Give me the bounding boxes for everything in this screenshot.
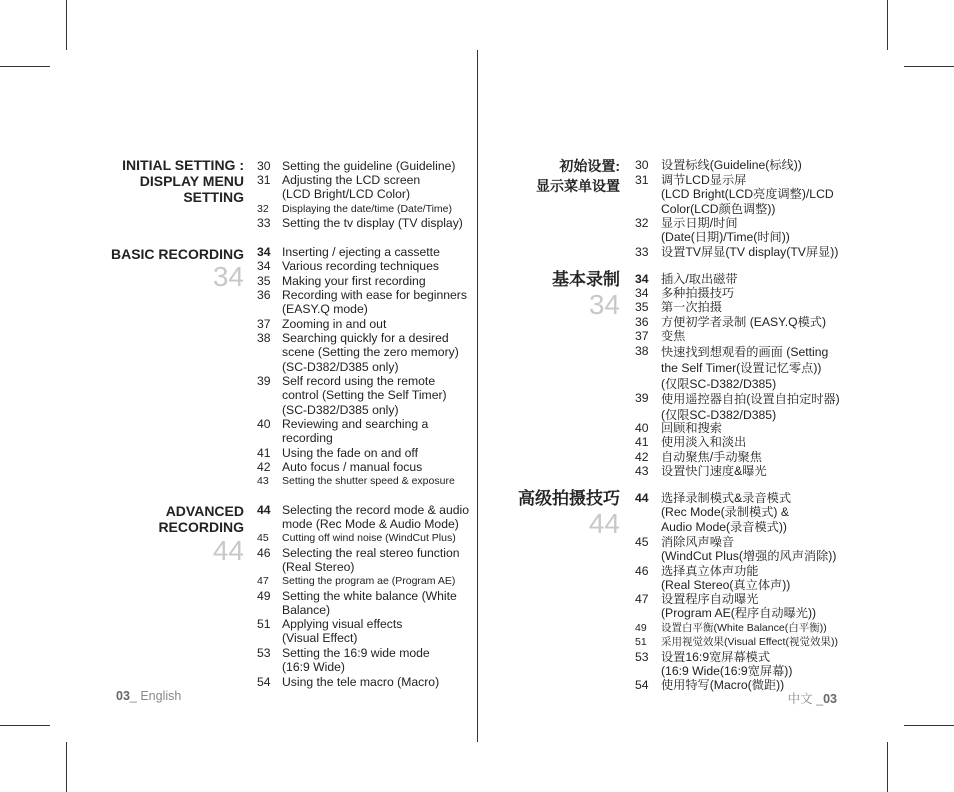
section-title-advanced-recording-cn — [420, 489, 620, 509]
toc-entry-text — [661, 216, 790, 245]
section-title-line: ADVANCED — [165, 503, 244, 519]
toc-entry-text — [661, 272, 738, 286]
toc-entry-text — [282, 374, 447, 417]
section-page-number: 44 — [212, 535, 244, 566]
toc-entry-line: 回顾和搜索 — [661, 421, 722, 435]
toc-entry-line: 自动聚焦/手动聚焦 — [661, 450, 762, 464]
toc-entry-line: 选择录制模式&录音模式 — [661, 491, 792, 505]
toc-entry-text — [282, 259, 439, 273]
toc-entry-page: 49 — [257, 589, 271, 603]
toc-entry-line: Self record using the remote — [282, 374, 436, 388]
toc-entry-page: 47 — [635, 592, 649, 606]
toc-entry-line: control (Setting the Self Timer) — [282, 388, 447, 403]
toc-entry-text — [282, 474, 455, 488]
toc-entry-line: 第一次拍摄 — [661, 300, 722, 314]
section-title-line: INITIAL SETTING : — [122, 157, 244, 173]
toc-entry-page: 37 — [257, 317, 271, 331]
toc-entry-text — [661, 621, 827, 635]
toc-entry-page: 31 — [257, 173, 271, 187]
section-title-line: DISPLAY MENU — [139, 173, 244, 189]
toc-entry-line: 设置白平衡(White Balance(白平衡)) — [661, 622, 827, 634]
toc-entry-text — [282, 546, 460, 575]
toc-entry-line: Making your first recording — [282, 274, 426, 288]
toc-entry-page: 40 — [257, 417, 271, 431]
toc-entry-text — [282, 245, 440, 259]
toc-entry-line: (LCD Bright/LCD Color) — [282, 187, 410, 202]
toc-entry-page: 43 — [635, 464, 649, 478]
crop-mark — [66, 0, 67, 50]
toc-entry-line: 方便初学者录制 (EASY.Q模式) — [661, 315, 826, 329]
toc-entry-page: 33 — [635, 245, 649, 259]
toc-entry-line: Displaying the date/time (Date/Time) — [282, 203, 453, 215]
toc-entry-line: Adjusting the LCD screen — [282, 173, 421, 187]
section-page-number: 34 — [588, 289, 620, 320]
toc-entry-line: (仅限SC-D382/D385) — [661, 377, 777, 391]
toc-entry-line: 采用视觉效果(Visual Effect(视觉效果)) — [661, 636, 838, 648]
toc-entry-line: Setting the guideline (Guideline) — [282, 159, 456, 173]
section-title-line: 初始设置: — [559, 158, 620, 174]
left-footer — [116, 689, 181, 703]
toc-entry-page: 42 — [257, 460, 271, 474]
toc-entry-text — [661, 592, 816, 621]
toc-entry-page: 37 — [635, 329, 649, 343]
toc-entry-page: 35 — [257, 274, 271, 288]
toc-entry-line: Applying visual effects — [282, 617, 403, 631]
toc-entry-page: 42 — [635, 450, 649, 464]
crop-mark — [0, 725, 50, 726]
toc-entry-page: 34 — [635, 272, 649, 286]
toc-entry-line: 设置标线(Guideline(标线)) — [661, 158, 802, 172]
toc-entry-page: 32 — [635, 216, 649, 230]
toc-entry-text — [282, 446, 418, 460]
section-title-basic-recording — [44, 246, 244, 262]
toc-entry-line: 使用淡入和淡出 — [661, 435, 747, 449]
toc-entry-page: 39 — [635, 391, 649, 405]
toc-entry-line: 设置TV屏显(TV display(TV屏显)) — [661, 245, 839, 259]
toc-entry-page: 54 — [257, 675, 271, 689]
toc-entry-text — [282, 288, 467, 317]
toc-entry-text — [661, 315, 826, 329]
toc-entry-text — [282, 675, 439, 689]
toc-entry-line: Setting the tv display (TV display) — [282, 216, 463, 230]
page-number: 03 — [116, 689, 130, 703]
toc-entry-text — [282, 460, 422, 474]
toc-entry-line: scene (Setting the zero memory) — [282, 345, 459, 360]
toc-entry-text — [661, 535, 836, 564]
toc-entry-line: Setting the program ae (Program AE) — [282, 575, 456, 587]
toc-entry-line: Reviewing and searching a — [282, 417, 429, 431]
toc-entry-page: 34 — [257, 259, 271, 273]
toc-entry-text — [661, 435, 746, 449]
toc-entry-line: Color(LCD颜色调整)) — [661, 201, 776, 216]
toc-entry-page: 45 — [257, 532, 269, 544]
crop-mark — [887, 0, 888, 50]
toc-entry-page: 44 — [635, 491, 649, 505]
toc-entry-line: 选择真立体声功能 — [661, 564, 759, 578]
toc-entry-text — [661, 173, 834, 216]
section-page-number: 34 — [212, 261, 244, 292]
section-title-advanced-recording — [44, 503, 244, 535]
toc-entry-line: Auto focus / manual focus — [282, 460, 423, 474]
toc-entry-page: 51 — [257, 617, 271, 631]
section-title-initial-setting — [44, 157, 244, 205]
toc-entry-text — [282, 317, 386, 331]
toc-entry-page: 38 — [257, 331, 271, 345]
toc-entry-line: (SC-D382/D385 only) — [282, 359, 399, 374]
toc-entry-page: 49 — [635, 622, 647, 634]
toc-entry-line: 显示日期/时间 — [661, 216, 738, 230]
toc-entry-page: 53 — [635, 650, 649, 664]
toc-entry-line: Recording with ease for beginners — [282, 288, 467, 302]
toc-entry-page: 43 — [257, 475, 269, 487]
section-title-line: 显示菜单设置 — [536, 178, 620, 194]
toc-entry-page: 47 — [257, 575, 269, 587]
toc-entry-line: (Date(日期)/Time(时间)) — [661, 230, 790, 245]
toc-entry-text — [661, 245, 838, 259]
toc-entry-page: 46 — [635, 564, 649, 578]
toc-entry-text — [661, 158, 802, 172]
toc-entry-line: Balance) — [282, 603, 331, 618]
toc-entry-line: recording — [282, 431, 333, 446]
toc-entry-line: Setting the shutter speed & exposure — [282, 475, 455, 487]
toc-entry-text — [282, 574, 455, 588]
toc-entry-text — [661, 286, 734, 300]
toc-entry-line: Cutting off wind noise (WindCut Plus) — [282, 532, 456, 544]
toc-entry-line: 设置16:9宽屏幕模式 — [661, 650, 771, 664]
toc-entry-page: 46 — [257, 546, 271, 560]
toc-entry-text — [661, 635, 838, 649]
toc-entry-text — [282, 173, 420, 202]
toc-entry-page: 41 — [257, 446, 271, 460]
toc-entry-line: Various recording techniques — [282, 259, 439, 273]
toc-entry-line: Selecting the real stereo function — [282, 546, 460, 560]
toc-entry-text — [282, 216, 463, 230]
toc-entry-page: 34 — [257, 245, 271, 259]
toc-entry-text — [282, 331, 459, 374]
toc-entry-page: 39 — [257, 374, 271, 388]
toc-entry-line: Selecting the record mode & audio — [282, 503, 469, 517]
toc-entry-line: 多种拍摄技巧 — [661, 286, 735, 300]
toc-entry-line: Setting the 16:9 wide mode — [282, 646, 430, 660]
section-title-line: BASIC RECORDING — [110, 246, 244, 262]
toc-entry-line: 变焦 — [661, 329, 686, 343]
toc-entry-page: 41 — [635, 435, 649, 449]
toc-entry-text — [661, 464, 767, 478]
toc-entry-page: 30 — [635, 158, 649, 172]
toc-entry-page: 31 — [635, 173, 649, 187]
toc-entry-text — [282, 202, 452, 216]
toc-entry-line: Audio Mode(录音模式)) — [661, 519, 787, 534]
toc-entry-text — [282, 617, 402, 646]
toc-entry-line: (Rec Mode(录制模式) & — [661, 505, 789, 520]
crop-mark — [904, 66, 954, 67]
toc-entry-line: (SC-D382/D385 only) — [282, 402, 399, 417]
toc-entry-line: 消除风声噪音 — [661, 535, 735, 549]
toc-entry-text — [661, 300, 722, 314]
toc-entry-line: Inserting / ejecting a cassette — [282, 245, 440, 259]
crop-mark — [887, 742, 888, 792]
section-title-initial-setting-cn — [420, 156, 620, 196]
toc-entry-page: 51 — [635, 636, 647, 648]
toc-entry-page: 35 — [635, 300, 649, 314]
page-number: 03 — [823, 692, 837, 706]
toc-entry-line: 使用特写(Macro(微距)) — [661, 678, 785, 692]
toc-entry-page: 40 — [635, 421, 649, 435]
toc-entry-text — [661, 329, 685, 343]
toc-entry-text — [661, 491, 791, 534]
toc-entry-line: (LCD Bright(LCD亮度调整)/LCD — [661, 187, 834, 202]
toc-entry-page: 45 — [635, 535, 649, 549]
toc-entry-line: mode (Rec Mode & Audio Mode) — [282, 517, 459, 532]
toc-entry-page: 36 — [635, 315, 649, 329]
toc-entry-text — [661, 678, 784, 692]
crop-mark — [66, 742, 67, 792]
toc-entry-text — [282, 417, 428, 446]
toc-entry-line: (WindCut Plus(增强的风声消除)) — [661, 549, 837, 564]
toc-entry-page: 33 — [257, 216, 271, 230]
toc-entry-text — [282, 646, 430, 675]
toc-entry-line: (EASY.Q mode) — [282, 302, 368, 317]
footer-label: _ English — [129, 689, 182, 703]
section-title-line: SETTING — [183, 189, 244, 205]
toc-entry-line: 快速找到想观看的画面 (Setting — [661, 345, 829, 359]
toc-entry-line: Using the tele macro (Macro) — [282, 675, 440, 689]
toc-entry-line: (16:9 Wide) — [282, 660, 345, 675]
toc-entry-text — [282, 589, 457, 618]
toc-entry-line: Using the fade on and off — [282, 446, 418, 460]
crop-mark — [904, 725, 954, 726]
toc-entry-page: 53 — [257, 646, 271, 660]
toc-entry-line: Zooming in and out — [282, 317, 387, 331]
toc-entry-page: 34 — [635, 286, 649, 300]
toc-entry-page: 54 — [635, 678, 649, 692]
section-page-number: 44 — [588, 508, 620, 539]
toc-entry-text — [661, 344, 828, 392]
toc-entry-text — [282, 274, 426, 288]
toc-entry-page: 32 — [257, 203, 269, 215]
toc-entry-line: 调节LCD显示屏 — [661, 173, 747, 187]
toc-entry-page: 36 — [257, 288, 271, 302]
section-title-line: 高级拍摄技巧 — [518, 489, 620, 508]
toc-entry-line: the Self Timer(设置记忆零点)) — [661, 361, 822, 375]
toc-entry-page: 44 — [257, 503, 271, 517]
toc-entry-line: (Real Stereo(真立体声)) — [661, 578, 791, 593]
toc-entry-line: (Visual Effect) — [282, 631, 358, 646]
toc-entry-text — [661, 391, 840, 423]
toc-entry-text — [661, 564, 790, 593]
toc-entry-line: (Real Stereo) — [282, 560, 355, 575]
section-title-basic-recording-cn — [420, 270, 620, 290]
crop-mark — [0, 66, 50, 67]
toc-entry-line: 设置快门速度&曝光 — [661, 464, 767, 478]
toc-entry-text — [661, 421, 722, 435]
right-footer — [788, 689, 837, 707]
toc-entry-line: Setting the white balance (White — [282, 589, 457, 603]
footer-label: 中文 _ — [787, 692, 824, 706]
toc-entry-line: 设置程序自动曝光 — [661, 592, 759, 606]
toc-entry-line: 插入/取出磁带 — [661, 272, 738, 286]
toc-entry-line: 使用遥控器自拍(设置自拍定时器) — [661, 392, 840, 406]
toc-entry-text — [661, 650, 792, 679]
toc-entry-text — [661, 450, 762, 464]
toc-entry-line: (16:9 Wide(16:9宽屏幕)) — [661, 664, 793, 679]
toc-entry-page: 30 — [257, 159, 271, 173]
toc-entry-page: 38 — [635, 344, 649, 358]
toc-entry-line: Searching quickly for a desired — [282, 331, 449, 345]
page-divider — [477, 50, 478, 742]
section-title-line: 基本录制 — [552, 270, 620, 289]
section-title-line: RECORDING — [158, 519, 244, 535]
toc-entry-line: (Program AE(程序自动曝光)) — [661, 606, 817, 621]
toc-entry-text — [282, 531, 456, 545]
toc-entry-line: (仅限SC-D382/D385) — [661, 408, 777, 422]
